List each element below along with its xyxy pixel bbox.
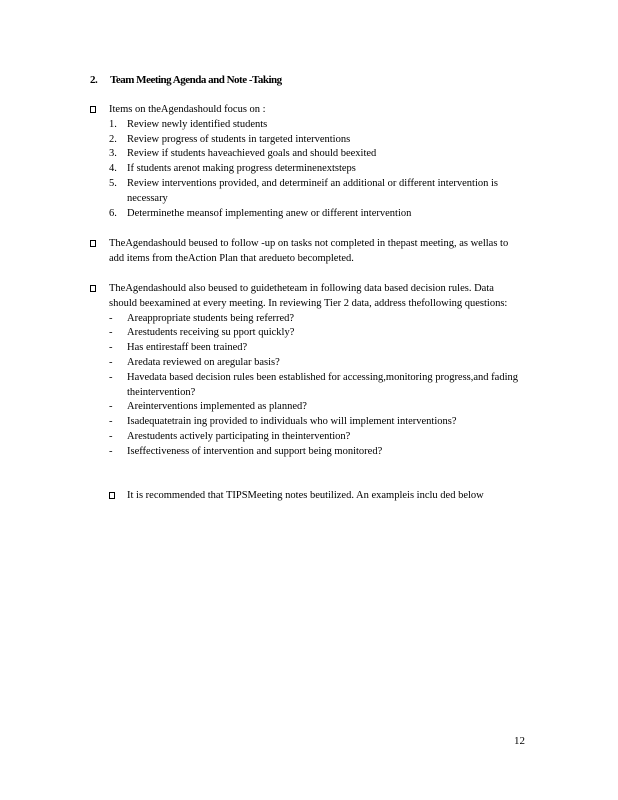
agenda-items-section bbox=[90, 103, 520, 221]
bullet-paragraph bbox=[90, 103, 520, 221]
square-bullet-icon bbox=[90, 106, 96, 113]
list-item: - Havedata based decision rules been established for accessing,monitoring progress,and fading theintervention? bbox=[109, 371, 519, 398]
list-item: - Aredata reviewed on aregular basis? bbox=[109, 356, 280, 368]
bullet-paragraph bbox=[90, 237, 520, 267]
tips-notes-section bbox=[109, 489, 519, 504]
list-item: - Areappropriate students being referred? bbox=[109, 312, 295, 324]
list-item: 5. Review interventions provided, and determineif an additional or different intervention is necessary bbox=[109, 177, 498, 204]
tips-notes-text: It is recommended that TIPSMeeting notes beutilized. An exampleis inclu ded below bbox=[127, 490, 484, 501]
page-number: 12 bbox=[514, 735, 525, 747]
list-item: 6. Determinethe meansof implementing anew or different intervention bbox=[109, 207, 412, 219]
follow-up-text: TheAgendashould beused to follow -up on tasks not completed in thepast meeting, as wellas to add items from theAction Plan that aredueto becompleted. bbox=[109, 238, 509, 264]
square-bullet-icon bbox=[90, 240, 96, 247]
list-item: 3. Review if students haveachieved goals and should beexited bbox=[109, 148, 377, 160]
list-item: 4. If students arenot making progress determinenextsteps bbox=[109, 163, 356, 175]
decision-rules-section bbox=[90, 282, 520, 460]
list-item: - Areinterventions implemented as planned? bbox=[109, 401, 307, 413]
list-item: - Has entirestaff been trained? bbox=[109, 342, 248, 354]
list-item: - Arestudents receiving su pport quickly? bbox=[109, 327, 295, 339]
list-item: - Isadequatetrain ing provided to individuals who will implement interventions? bbox=[109, 416, 457, 428]
square-bullet-icon bbox=[109, 492, 115, 499]
list-item: - Iseffectiveness of intervention and support being monitored? bbox=[109, 445, 383, 457]
agenda-item-list bbox=[109, 118, 520, 222]
list-item: 2. Review progress of students in targeted interventions bbox=[109, 133, 351, 145]
agenda-intro: Items on theAgendashould focus on : bbox=[109, 104, 266, 115]
list-item: - Arestudents actively participating in theintervention? bbox=[109, 430, 351, 442]
square-bullet-icon bbox=[90, 285, 96, 292]
heading-text: Team Meeting Agenda and Note -Taking bbox=[110, 74, 282, 86]
bullet-paragraph bbox=[90, 282, 520, 460]
follow-up-section bbox=[90, 237, 520, 267]
bullet-paragraph bbox=[109, 489, 519, 504]
decision-rules-intro: TheAgendashould also beused to guidetheteam in following data based decision rules. Data should beexamined at every meeting. In reviewing Tier 2 data, address thefollowing questions: bbox=[109, 283, 508, 309]
heading-number: 2. bbox=[90, 74, 98, 86]
question-list bbox=[109, 312, 520, 460]
section-heading bbox=[90, 74, 282, 86]
list-item: 1. Review newly identified students bbox=[109, 118, 268, 130]
